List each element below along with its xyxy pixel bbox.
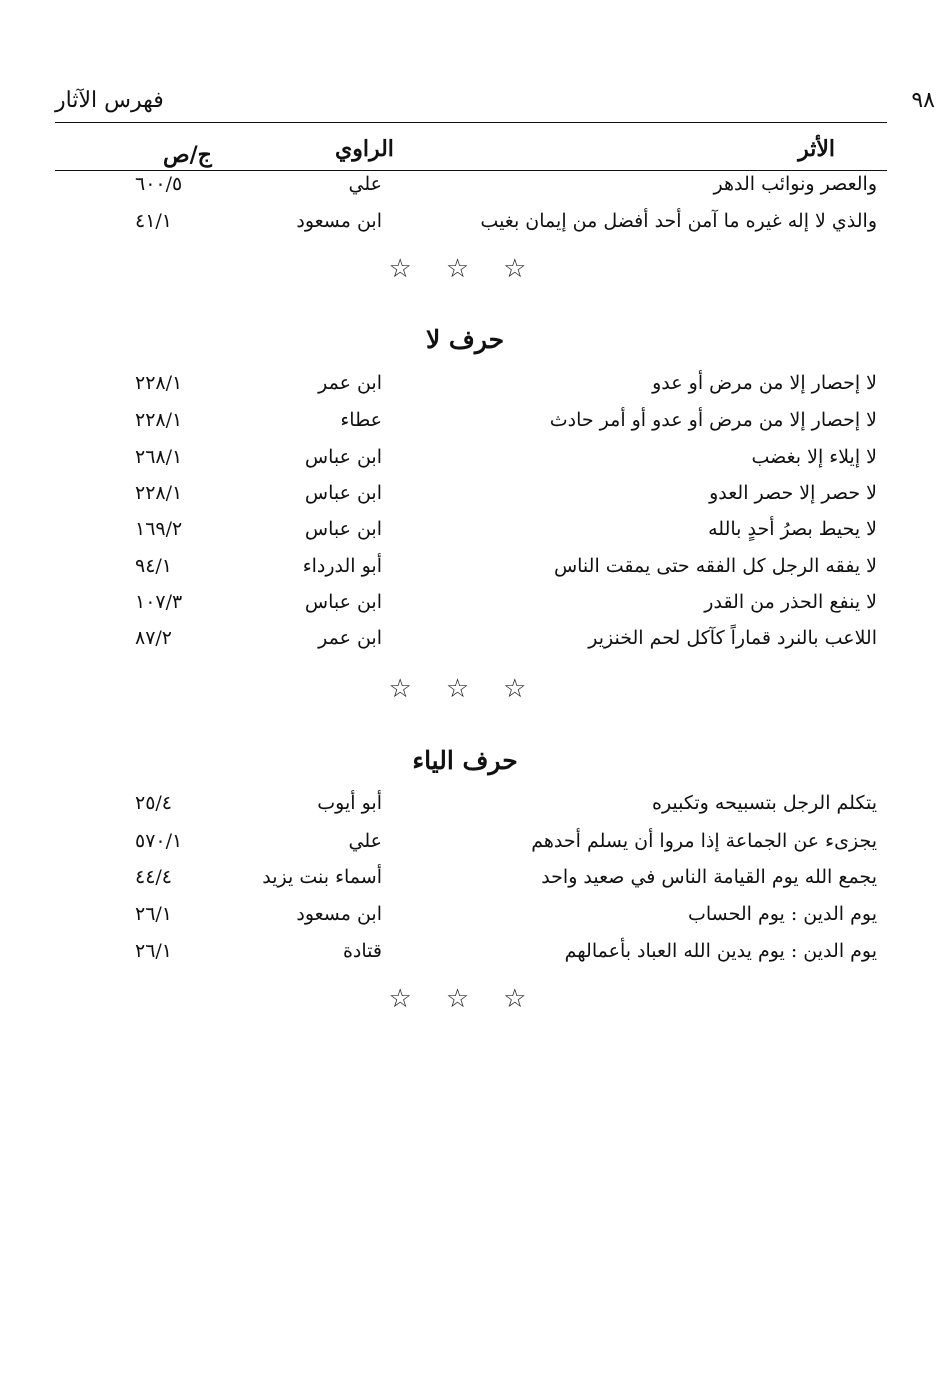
ref-text: ٤١/١ — [135, 210, 173, 232]
rawi-text: ابن عباس — [304, 446, 382, 468]
ref-text: ٢٦/١ — [135, 903, 173, 925]
athar-text: لا إحصار إلا من مرض أو عدو — [652, 372, 877, 394]
star-separator: ☆☆☆ — [388, 254, 561, 284]
rawi-text: أبو أيوب — [317, 792, 382, 814]
ref-text: ٢٢٨/١ — [135, 372, 183, 394]
athar-text: لا يحيط بصرُ أحدٍ بالله — [708, 518, 877, 540]
table-row — [55, 903, 887, 939]
rawi-text: أبو الدرداء — [302, 555, 382, 577]
section-title-ya: حرف الياء — [412, 746, 518, 775]
header-rule — [55, 122, 887, 123]
table-row — [55, 627, 887, 663]
athar-text: لا إيلاء إلا بغضب — [751, 446, 877, 468]
table-row — [55, 372, 887, 408]
column-headers — [55, 132, 887, 170]
star-separator: ☆☆☆ — [388, 674, 561, 704]
athar-text: يجزىء عن الجماعة إذا مروا أن يسلم أحدهم — [531, 830, 877, 852]
column-header-rawi: الراوي — [335, 136, 394, 162]
star-separator: ☆☆☆ — [388, 984, 561, 1014]
ref-text: ٢٦/١ — [135, 940, 173, 962]
table-row — [55, 792, 887, 828]
ref-text: ٨٧/٢ — [135, 627, 173, 649]
rawi-text: علي — [348, 830, 382, 852]
column-header-athar: الأثر — [798, 136, 835, 162]
ref-text: ٢٥/٤ — [135, 792, 173, 814]
rawi-text: ابن مسعود — [296, 210, 382, 232]
table-row — [55, 409, 887, 445]
ref-text: ٥٧٠/١ — [135, 830, 183, 852]
column-header-rule — [55, 170, 887, 171]
table-row — [55, 518, 887, 554]
ref-text: ٢٦٨/١ — [135, 446, 183, 468]
column-header-vol-page: ج/ص — [163, 142, 212, 168]
athar-text: لا ينفع الحذر من القدر — [704, 591, 877, 613]
athar-text: يوم الدين : يوم الحساب — [687, 903, 877, 925]
rawi-text: ابن مسعود — [296, 903, 382, 925]
page-number: ٩٨ — [911, 88, 935, 113]
rawi-text: أسماء بنت يزيد — [262, 866, 382, 888]
athar-text: يجمع الله يوم القيامة الناس في صعيد واحد — [541, 866, 877, 888]
ref-text: ٢٢٨/١ — [135, 409, 183, 431]
athar-text: يتكلم الرجل بتسبيحه وتكبيره — [651, 792, 877, 814]
athar-text: لا يفقه الرجل كل الفقه حتى يمقت الناس — [553, 555, 877, 577]
rawi-text: ابن عباس — [304, 591, 382, 613]
athar-text: لا حصر إلا حصر العدو — [709, 482, 877, 504]
athar-text: والعصر ونوائب الدهر — [713, 173, 877, 195]
running-header — [55, 88, 935, 124]
rawi-text: عطاء — [340, 409, 382, 431]
athar-text: يوم الدين : يوم يدين الله العباد بأعمالهم — [564, 940, 877, 962]
ref-text: ٩٤/١ — [135, 555, 173, 577]
athar-text: لا إحصار إلا من مرض أو عدو أو أمر حادث — [549, 409, 877, 431]
rawi-text: ابن عمر — [318, 627, 382, 649]
rawi-text: علي — [348, 173, 382, 195]
athar-text: والذي لا إله غيره ما آمن أحد أفضل من إيمان بغيب — [480, 210, 877, 232]
ref-text: ٢٢٨/١ — [135, 482, 183, 504]
ref-text: ٦٠٠/٥ — [135, 173, 183, 195]
table-row — [55, 446, 887, 482]
table-row — [55, 482, 887, 518]
section-title-la: حرف لا — [425, 325, 505, 354]
rawi-text: ابن عمر — [318, 372, 382, 394]
rawi-text: قتادة — [342, 940, 382, 962]
table-row — [55, 555, 887, 591]
table-row — [55, 210, 887, 246]
running-title: فهرس الآثار — [55, 88, 164, 113]
ref-text: ١٠٧/٣ — [135, 591, 183, 613]
ref-text: ٤٤/٤ — [135, 866, 173, 888]
table-row — [55, 830, 887, 866]
table-row — [55, 173, 887, 209]
table-row — [55, 940, 887, 976]
ref-text: ١٦٩/٢ — [135, 518, 183, 540]
rawi-text: ابن عباس — [304, 482, 382, 504]
table-row — [55, 866, 887, 902]
rawi-text: ابن عباس — [304, 518, 382, 540]
table-row — [55, 591, 887, 627]
athar-text: اللاعب بالنرد قماراً كآكل لحم الخنزير — [588, 627, 877, 649]
